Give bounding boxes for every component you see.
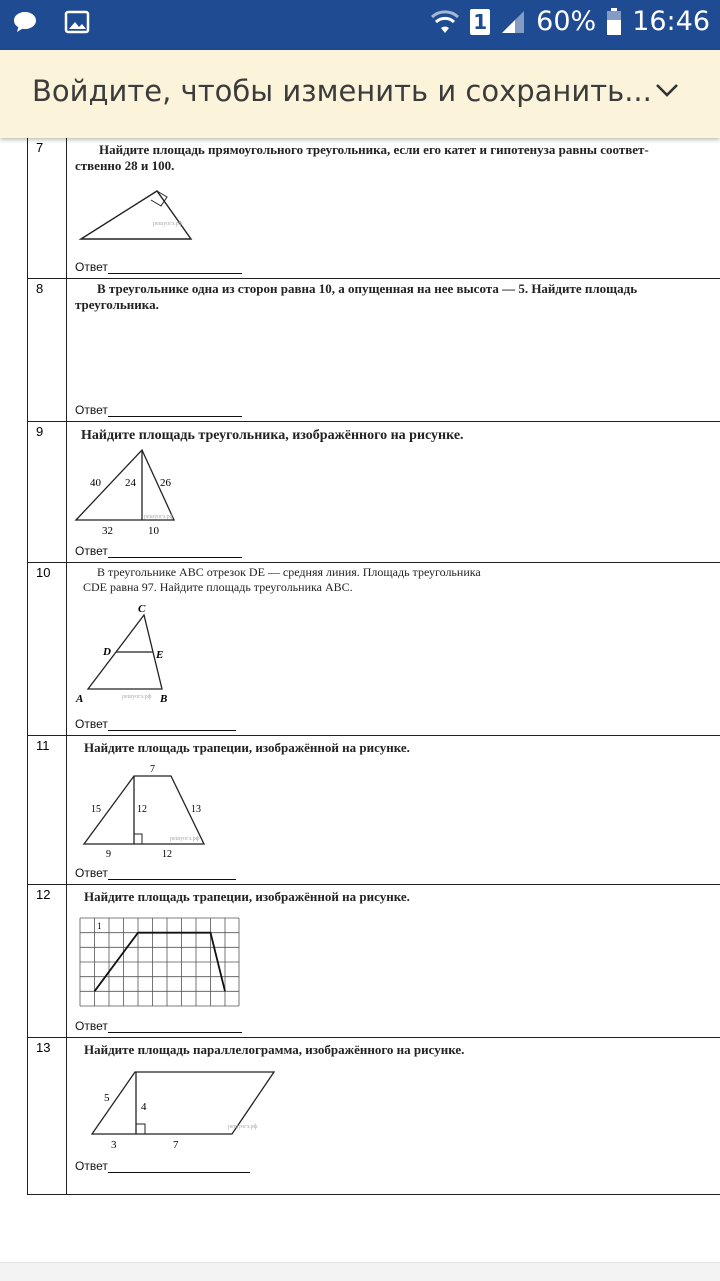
answer-line: Ответ: [75, 544, 242, 558]
sign-in-banner[interactable]: [0, 50, 720, 138]
fig-label: 12: [162, 849, 172, 860]
fig-label: 13: [191, 804, 201, 815]
battery-percent: 60%: [536, 6, 597, 37]
question-number: 7: [28, 138, 67, 278]
fig-label: 12: [137, 804, 147, 815]
question-number: 10: [28, 563, 67, 735]
bottom-navigation-bar: [0, 1262, 720, 1281]
question-row-12: [27, 885, 720, 1038]
question-number: 12: [28, 885, 67, 1037]
battery-icon: [606, 8, 622, 36]
question-number: 8: [28, 279, 67, 421]
fig-label: 5: [104, 1092, 110, 1104]
answer-line: Ответ: [75, 1019, 242, 1033]
watermark: решуогэ.рф: [153, 221, 183, 227]
fig-label: 7: [150, 764, 155, 775]
chat-bubble-icon: [12, 10, 38, 34]
sim-badge: 1: [470, 9, 490, 35]
answer-line: Ответ: [75, 260, 242, 274]
fig-label: C: [138, 603, 146, 615]
fig-label: 9: [106, 849, 111, 860]
fig-label: 4: [141, 1101, 147, 1113]
banner-text: Войдите, чтобы изменить и сохранить...: [32, 74, 652, 108]
question-row-9: [27, 422, 720, 563]
watermark: решуогэ.рф: [122, 694, 152, 700]
fig-label: 15: [91, 804, 101, 815]
fig-label: 10: [148, 525, 159, 537]
parallelogram-figure: [78, 1068, 278, 1158]
fig-label: 7: [173, 1139, 179, 1151]
question-row-7: [27, 138, 720, 279]
fig-label: B: [160, 693, 168, 705]
question-number: 13: [28, 1038, 67, 1194]
fig-label: A: [76, 693, 84, 705]
wifi-icon: [430, 9, 460, 35]
watermark: решуогэ.рф: [228, 1124, 258, 1130]
fig-label: 3: [111, 1139, 117, 1151]
fig-label: D: [103, 646, 111, 658]
triangle-abc-figure: [72, 601, 192, 711]
fig-label: 26: [160, 477, 171, 489]
grid-trapezoid-figure: [79, 917, 241, 1009]
fig-label: 24: [125, 477, 136, 489]
question-text: В треугольнике одна из сторон равна 10, а опущенная на нее высота — 5. Найдите площадь треугольника.: [75, 281, 638, 312]
right-triangle-figure: [75, 183, 215, 245]
question-number: 11: [28, 736, 67, 884]
question-row-10: [27, 563, 720, 736]
question-row-8: [27, 279, 720, 422]
answer-line: Ответ: [75, 403, 242, 417]
answer-line: Ответ: [75, 717, 236, 731]
answer-line: Ответ: [75, 1159, 250, 1173]
trapezoid-figure: [78, 760, 228, 860]
fig-label: E: [156, 649, 164, 661]
question-number: 9: [28, 422, 67, 562]
signal-icon: [500, 9, 526, 35]
question-text: Найдите площадь трапеции, изображённой на рисунке.: [84, 740, 410, 755]
fig-label: 32: [102, 525, 113, 537]
triangle-figure: [72, 448, 202, 540]
document-page: [27, 138, 720, 1195]
answer-line: Ответ: [75, 866, 236, 880]
chevron-down-icon[interactable]: [654, 82, 680, 98]
watermark: решуогэ.рф: [144, 514, 174, 520]
fig-label: 1: [97, 921, 102, 931]
question-text: Найдите площадь прямоугольного треугольника, если его катет и гипотенуза равны соответ- ственно 28 и 100.: [75, 142, 649, 173]
gallery-icon: [64, 10, 90, 34]
question-row-11: [27, 736, 720, 885]
clock: 16:46: [632, 6, 710, 37]
question-text: Найдите площадь треугольника, изображённого на рисунке.: [81, 428, 464, 443]
fig-label: 40: [90, 477, 101, 489]
question-text: Найдите площадь трапеции, изображённой на рисунке.: [84, 889, 410, 904]
question-row-13: [27, 1038, 720, 1195]
question-text: В треугольнике ABC отрезок DE — средняя линия. Площадь треугольника CDE равна 97. Найдите площадь треугольника ABC.: [83, 565, 481, 594]
question-text: Найдите площадь параллелограмма, изображённого на рисунке.: [84, 1042, 465, 1057]
status-bar: [0, 0, 720, 50]
watermark: решуогэ.рф: [170, 836, 200, 842]
